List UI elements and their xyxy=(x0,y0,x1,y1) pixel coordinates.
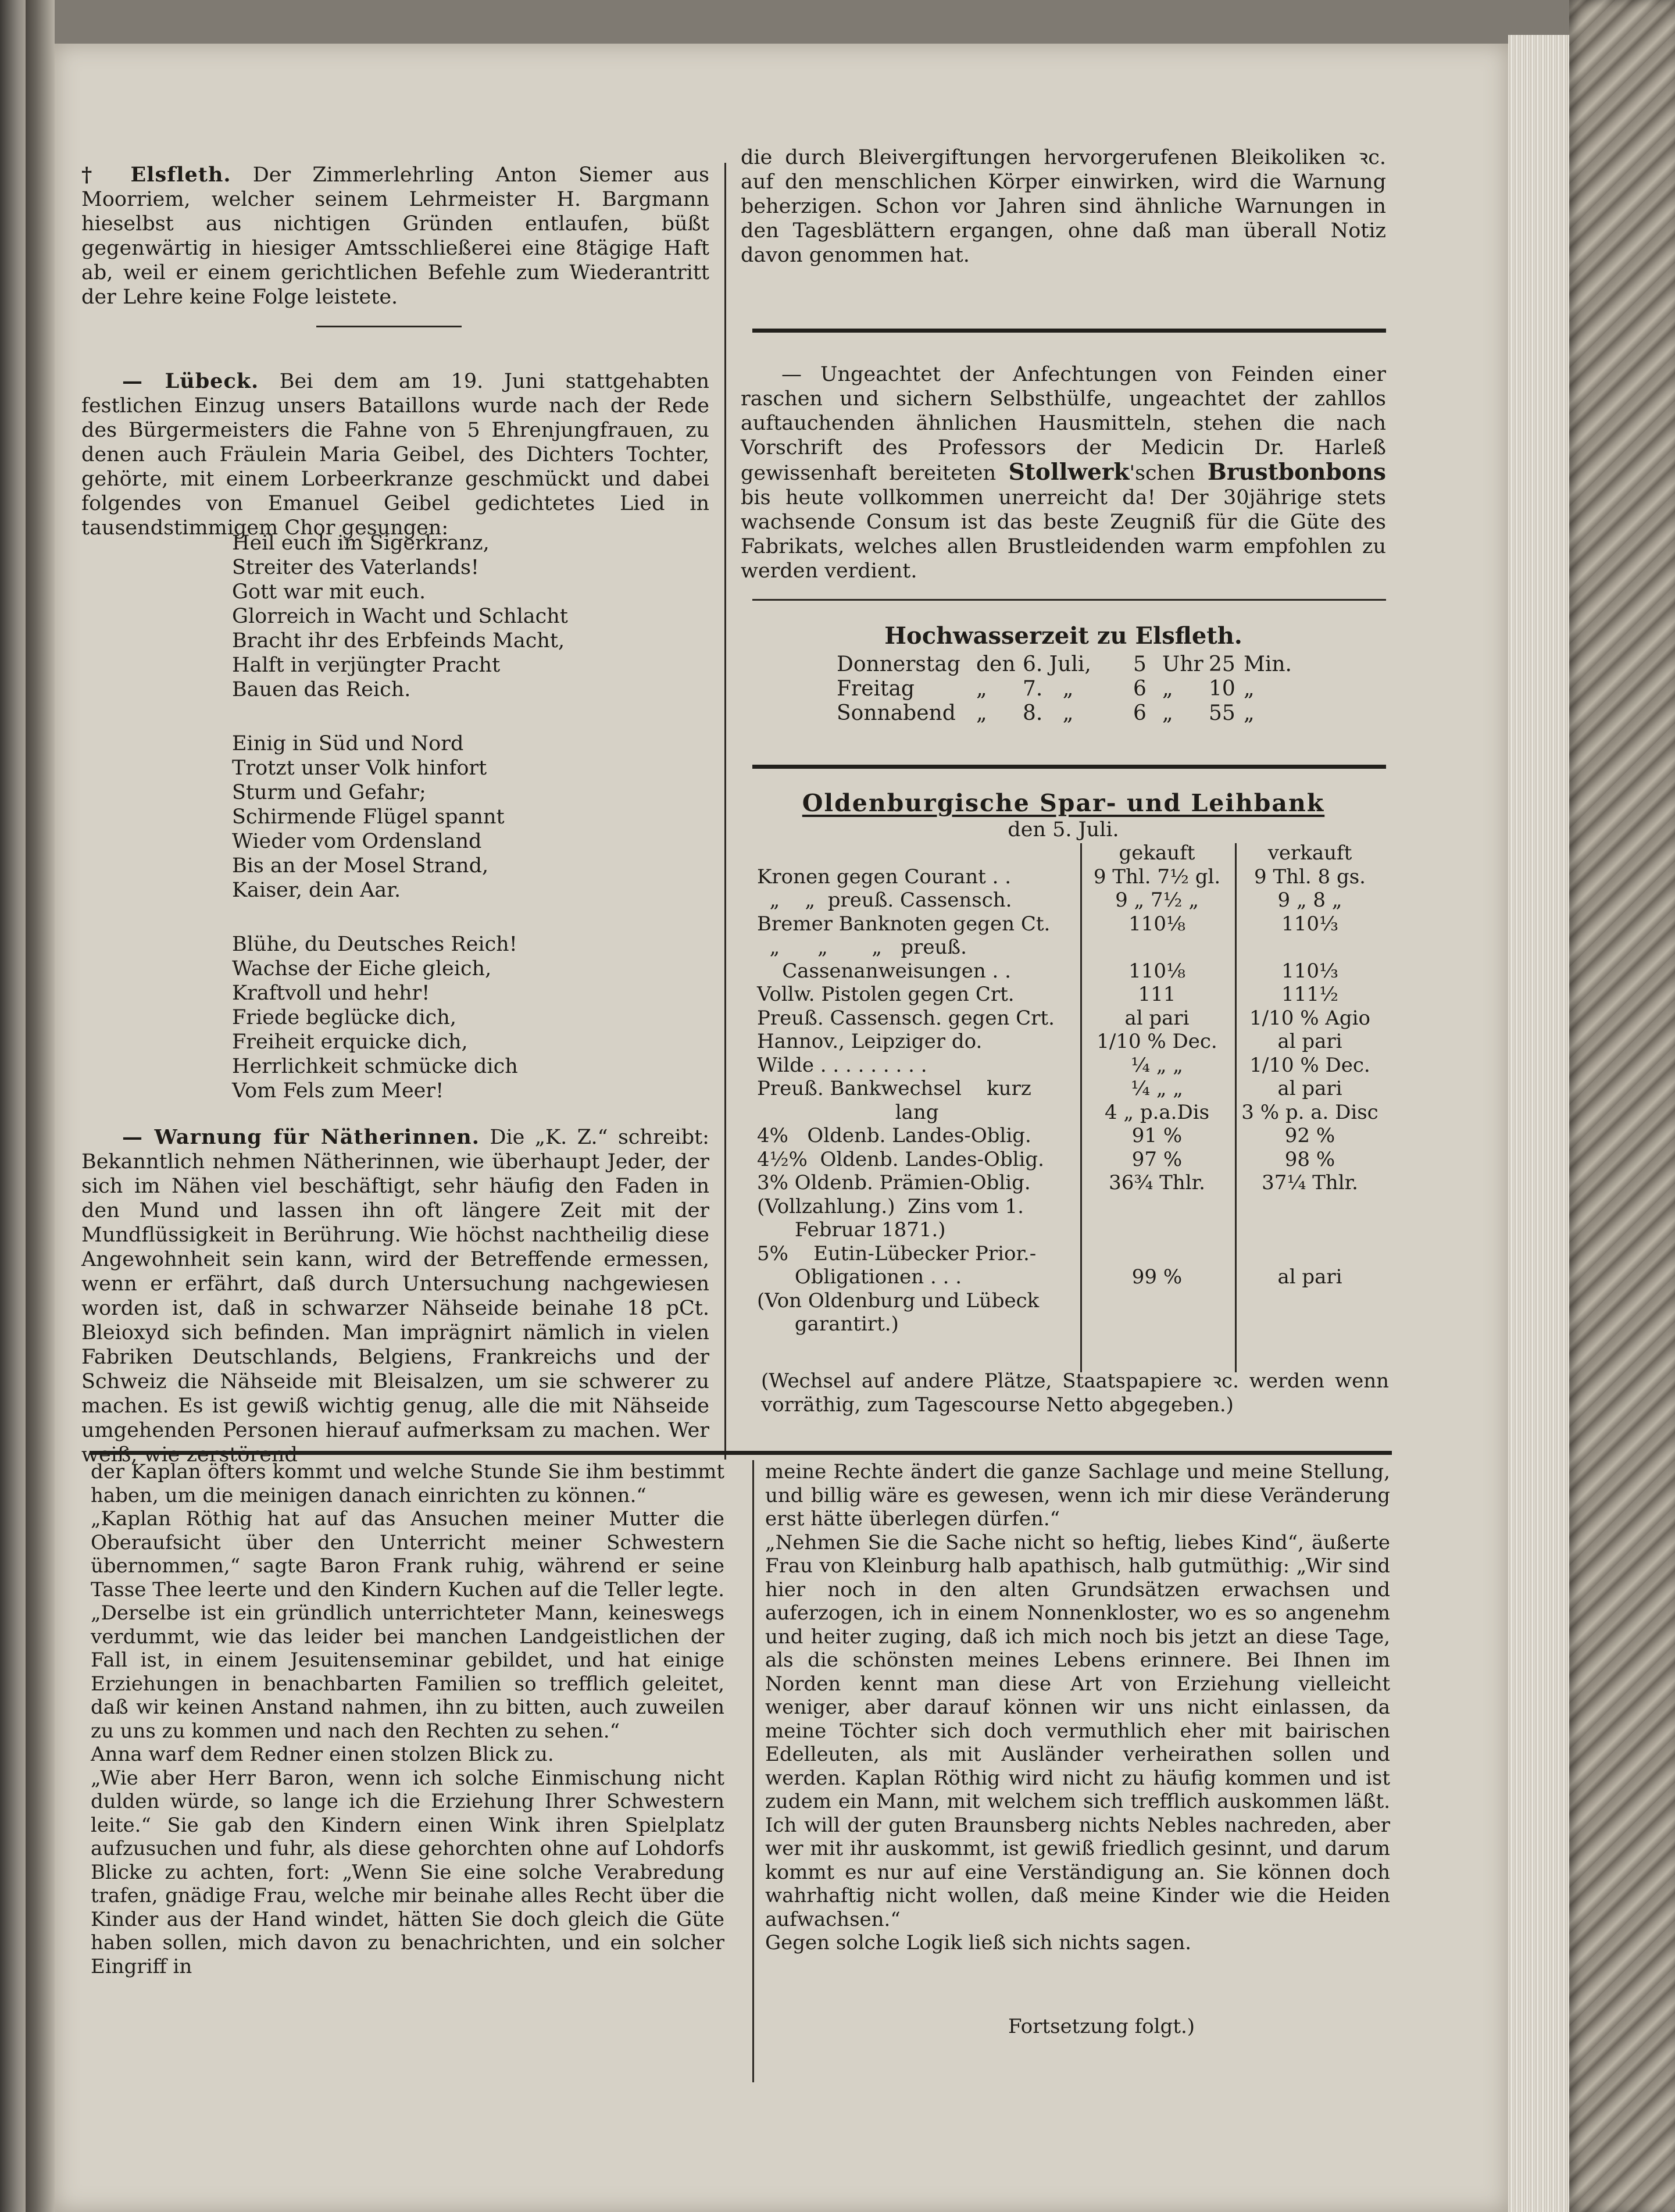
row-label: Preuß. Bankwechsel kurz xyxy=(757,1077,1031,1100)
brand-suffix: 'schen xyxy=(1129,462,1195,485)
brand-name: Stollwerk xyxy=(1008,459,1130,486)
advert-body: bis heute vollkommen unerreicht da! Der 30jährige stets wachsende Consum ist das beste Zeugniß für die Güte des Fabrikats, welches allen Brustleidenden warm empfohlen zu werden verdient. xyxy=(741,486,1386,583)
table-row xyxy=(757,1265,1385,1289)
article-dateline: — Lübeck. xyxy=(122,369,259,393)
date-cell: 6. Juli, xyxy=(1023,652,1091,676)
bought-cell: 91 % xyxy=(1131,1124,1183,1147)
uhr-cell: Uhr xyxy=(1162,652,1203,676)
sold-cell: 1/10 % Dec. xyxy=(1249,1053,1370,1077)
sold-cell: 110⅓ xyxy=(1281,912,1338,936)
table-row xyxy=(757,1030,1385,1054)
bought-cell: ¼ „ „ xyxy=(1131,1077,1183,1100)
bought-cell xyxy=(1080,1312,1234,1336)
bought-cell: 110⅛ xyxy=(1128,959,1185,983)
bought-cell: ¼ „ „ xyxy=(1131,1053,1183,1077)
sold-cell: 110⅓ xyxy=(1281,959,1338,983)
row-label: 3% Oldenb. Prämien-Oblig. xyxy=(757,1171,1031,1194)
bought-cell: 111 xyxy=(1138,983,1176,1006)
advert-body: — Ungeachtet der Anfechtungen von Feinden einer raschen und sichern Selbsthülfe, ungeachtet der zahllos auftauchenden ähnlichen Hausmitteln, stehen die nach Vorschrift des Professors der Medicin Dr. Harleß gewissenhaft bereiteten xyxy=(741,363,1386,485)
row-label: „ „ „ preuß. xyxy=(757,936,967,959)
table-row xyxy=(757,1054,1385,1078)
bought-cell xyxy=(1080,936,1234,959)
table-row xyxy=(757,865,1385,889)
bank-footnote xyxy=(761,1369,1389,1417)
sold-cell: 3 % p. a. Disc xyxy=(1241,1100,1378,1124)
article-body: Der Zimmerlehrling Anton Siemer aus Moorriem, welcher seinem Lehrmeister H. Bargmann hieselbst aus nichtigen Gründen entlaufen, büßt gegenwärtig in hiesiger Amtsschließerei eine 8tägige Haft ab, weil er einem gerichtlichen Befehle zum Wiederantritt der Lehre keine Folge leistete. xyxy=(81,163,709,309)
table-header-row xyxy=(757,841,1385,865)
bank-rates-table xyxy=(757,841,1385,1336)
sold-cell: al pari xyxy=(1277,1030,1342,1053)
table-row xyxy=(757,1171,1385,1195)
header-sold: verkauft xyxy=(1267,841,1352,865)
table-row xyxy=(757,912,1385,936)
table-row xyxy=(757,889,1385,912)
bought-cell xyxy=(1080,1195,1234,1219)
min-label-cell: „ xyxy=(1244,701,1255,725)
row-label: Bremer Banknoten gegen Ct. xyxy=(757,912,1051,936)
min-label-cell: „ xyxy=(1244,677,1255,701)
table-row xyxy=(757,1312,1385,1336)
article-dateline: — Warnung für Nätherinnen. xyxy=(122,1125,480,1149)
page-block-edge xyxy=(1508,35,1569,2212)
bought-cell: 36¾ Thlr. xyxy=(1109,1171,1205,1194)
day-cell: Freitag xyxy=(837,677,915,701)
sold-cell: 9 Thl. 8 gs. xyxy=(1254,865,1366,889)
article-luebeck xyxy=(81,369,709,540)
row-label: Cassenanweisungen . . xyxy=(757,959,1011,983)
column-divider xyxy=(752,1460,754,2082)
hour-cell: 6 xyxy=(1133,677,1147,701)
sold-cell: 1/10 % Agio xyxy=(1249,1006,1370,1030)
hour-cell: 6 xyxy=(1133,701,1147,725)
bought-cell: 4 „ p.a.Dis xyxy=(1104,1100,1210,1124)
article-body: die durch Bleivergiftungen hervorgerufenen Bleikoliken ꝛc. auf den menschlichen Körper einwirken, wird die Warnung beherzigen. Schon vor Jahren sind ähnliche Warnungen in den Tagesblättern ergangen, ohne daß man überall Notiz davon genommen hat. xyxy=(741,146,1386,267)
row-label: Hannov., Leipziger do. xyxy=(757,1030,983,1053)
sold-cell: 37¼ Thlr. xyxy=(1262,1171,1358,1194)
row-label: Obligationen . . . xyxy=(757,1265,962,1289)
bought-cell: 97 % xyxy=(1131,1147,1183,1171)
bought-cell: 110⅛ xyxy=(1128,912,1185,936)
row-label: Vollw. Pistolen gegen Crt. xyxy=(757,983,1015,1006)
table-row xyxy=(837,701,1292,726)
sold-cell: 111½ xyxy=(1281,983,1338,1006)
article-body: Bei dem am 19. Juni stattgehabten festlichen Einzug unsers Bataillons wurde nach der Rede des Bürgermeisters die Fahne von 5 Ehrenjungfrauen, zu denen auch Fräulein Maria Geibel, des Dichters Tochter, gehörte, mit einem Lorbeerkranze geschmückt und dabei folgendes von Emanuel Geibel gedichtetes Lied in tausendstimmigem Chor gesungen: xyxy=(81,370,709,540)
table-row xyxy=(757,1289,1385,1313)
table-row xyxy=(757,1148,1385,1172)
sold-cell xyxy=(1234,1312,1385,1336)
row-label: (Von Oldenburg und Lübeck xyxy=(757,1289,1040,1312)
feuilleton-right-column: meine Rechte ändert die ganze Sachlage und meine Stellung, und billig wäre es gewesen, wenn ich mir diese Veränderung erst hätte überlegen dürfen.“ „Nehmen Sie die Sache nicht so heftig, liebes Kind“, äußerte Frau von Kleinburg halb apathisch, halb gutmüthig: „Wir sind hier noch in den alten Grundsätzen erwachsen und auferzogen, ich in einem Nonnenkloster, wo es so angenehm und heiter zuging, daß ich mich noch bis jetzt an diese Tage, als die schönsten meines Lebens erinnere. Bei Ihnen im Norden kennt man diese Art von Erziehung vielleicht weniger, aber darauf können wir uns nicht einlassen, da meine Töchter sich doch vermuthlich eher mit bairischen Edelleuten, als mit Ausländer verheirathen sollen und werden. Kaplan Röthig wird nicht zu häufig kommen und ist zudem ein Mann, mit welchem sich trefflich auskommen läßt. Ich will der guten Braunsberg nichts Nebles nachreden, aber wer mit ihr auskommt, ist gewiß friedlich gesinnt, und darum kommt es nur auf eine Verständigung an. Sie können doch wahrhaftig nicht wollen, daß meine Kinder wie die Heiden aufwachsen.“ Gegen solche Logik ließ sich nichts sagen. xyxy=(765,1460,1390,1954)
day-cell: Donnerstag xyxy=(837,652,960,676)
minute-cell: 10 xyxy=(1209,677,1235,701)
bought-cell: 1/10 % Dec. xyxy=(1097,1030,1217,1053)
row-label: lang xyxy=(757,1100,939,1124)
uhr-cell: „ xyxy=(1162,701,1173,725)
sold-cell: 98 % xyxy=(1284,1147,1335,1171)
article-dateline: † Elsfleth. xyxy=(81,163,231,187)
separator-rule xyxy=(316,326,462,327)
row-label: Wilde . . . . . . . . . xyxy=(757,1053,927,1077)
hour-cell: 5 xyxy=(1133,652,1147,676)
row-label: Preuß. Cassensch. gegen Crt. xyxy=(757,1006,1055,1030)
row-label: 4% Oldenb. Landes-Oblig. xyxy=(757,1124,1031,1147)
footnote-text: (Wechsel auf andere Plätze, Staatspapiere ꝛc. werden wenn vorräthig, zum Tagescourse Netto abgegeben.) xyxy=(761,1369,1389,1417)
table-row xyxy=(757,936,1385,959)
sold-cell xyxy=(1234,1218,1385,1242)
table-row xyxy=(757,959,1385,983)
sold-cell xyxy=(1234,936,1385,959)
column-divider xyxy=(724,163,726,1460)
book-gutter xyxy=(26,0,55,2212)
bought-cell xyxy=(1080,1218,1234,1242)
date-cell: 7. xyxy=(1023,677,1043,701)
marbled-book-cover xyxy=(1569,0,1675,2212)
article-body: Die „K. Z.“ schreibt: Bekanntlich nehmen Nätherinnen, wie überhaupt Jeder, der sich im Nähen viel beschäftigt, sehr häufig den Faden in den Mund und lassen ihn oft längere Zeit mit der Mundflüssigkeit in Berührung. Wie höchst nachtheilig diese Angewohnheit sein kann, wird der Betreffende ermessen, wenn er erfährt, daß durch Untersuchung nachgewiesen worden ist, daß in schwarzer Nähseide beinahe 18 pCt. Bleioxyd sich befinden. Man imprägnirt nämlich in vielen Fabriken Deutschlands, Belgiens, Frankreichs und der Schweiz die Nähseide mit Bleisalzen, um sie schwerer zu machen. Es ist gewiß wichtig genug, alle die mit Nähseide umgehenden Personen hierauf aufmerksam zu machen. Wer weiß, wie zerstörend xyxy=(81,1126,709,1467)
den-cell: „ xyxy=(976,701,987,725)
bought-cell: al pari xyxy=(1124,1006,1190,1030)
poem-stanza-3: Blühe, du Deutsches Reich! Wachse der Eiche gleich, Kraftvoll und hehr! Friede beglücke dich, Freiheit erquicke dich, Herrlichkeit schmücke dich Vom Fels zum Meer! xyxy=(232,933,518,1103)
header-bought: gekauft xyxy=(1119,841,1195,865)
row-label: Februar 1871.) xyxy=(757,1218,946,1241)
newspaper-page xyxy=(55,44,1508,2212)
bank-title: Oldenburgische Spar- und Leihbank xyxy=(802,789,1325,817)
bank-date: den 5. Juli. xyxy=(1008,818,1119,841)
row-label: (Vollzahlung.) Zins vom 1. xyxy=(757,1194,1024,1218)
previous-page-edge xyxy=(0,0,26,2212)
table-row xyxy=(757,1077,1385,1101)
table-row xyxy=(757,1242,1385,1266)
bought-cell: 9 „ 7½ „ xyxy=(1115,889,1199,912)
minute-cell: 55 xyxy=(1209,701,1235,725)
separator-rule xyxy=(752,599,1386,601)
hochwasser-table xyxy=(837,652,1292,726)
bought-cell: 9 Thl. 7½ gl. xyxy=(1093,865,1221,889)
feuilleton-left-column: der Kaplan öfters kommt und welche Stunde Sie ihm bestimmt haben, um die meinigen danach einrichten zu können.“ „Kaplan Röthig hat auf das Ansuchen meiner Mutter die Oberaufsicht über den Unterricht meiner Schwestern übernommen,“ sagte Baron Frank ruhig, während er seine Tasse Thee leerte und den Kindern Kuchen auf die Teller legte. „Derselbe ist ein gründlich unterrichteter Mann, keineswegs verdummt, wie das leider bei manchen Landgeistlichen der Fall ist, in einem Jesuitenseminar gebildet, und hat einige Erziehungen in benachbarten Familien so trefflich geleitet, daß wir keinen Anstand nahmen, ihn zu bitten, auch zuweilen zu uns zu kommen und nach den Rechten zu sehen.“ Anna warf dem Redner einen stolzen Blick zu. „Wie aber Herr Baron, wenn ich solche Einmischung nicht dulden würde, so lange ich die Erziehung Ihrer Schwestern leite.“ Sie gab den Kindern einen Wink ihren Spielplatz aufzusuchen und fuhr, als diese gehorchten ohne auf Lohdorfs Blicke zu achten, fort: „Wenn Sie eine solche Verabredung trafen, gnädige Frau, welche mir beinahe alles Recht über die Kinder aus der Hand windet, hätten Sie doch gleich die Güte haben sollen, mich davon zu benachrichten, und ein solcher Eingriff in xyxy=(91,1460,724,1978)
ditto-mark: „ xyxy=(1062,701,1074,725)
bought-cell: 99 % xyxy=(1131,1265,1183,1289)
row-label: „ „ preuß. Cassensch. xyxy=(757,889,1012,912)
feuilleton-separator xyxy=(90,1451,1392,1455)
sold-cell: al pari xyxy=(1277,1265,1342,1289)
table-row xyxy=(837,652,1292,677)
ditto-mark: „ xyxy=(1062,677,1074,701)
separator-rule xyxy=(752,329,1386,333)
row-label: Kronen gegen Courant . . xyxy=(757,865,1012,889)
table-row xyxy=(757,983,1385,1007)
sold-cell xyxy=(1234,1289,1385,1313)
table-row xyxy=(837,677,1292,701)
table-row xyxy=(757,1124,1385,1148)
advert-stollwerk xyxy=(741,362,1386,583)
sold-cell xyxy=(1234,1195,1385,1219)
den-cell: „ xyxy=(976,677,987,701)
row-label: 4½% Oldenb. Landes-Oblig. xyxy=(757,1147,1044,1171)
hochwasser-title: Hochwasserzeit zu Elsfleth. xyxy=(884,622,1242,650)
den-cell: den xyxy=(976,652,1016,676)
table-row xyxy=(757,1218,1385,1242)
bought-cell xyxy=(1080,1242,1234,1266)
separator-rule xyxy=(752,765,1386,769)
poem-stanza-1: Heil euch im Sigerkranz, Streiter des Vaterlands! Gott war mit euch. Glorreich in Wacht und Schlacht Bracht ihr des Erbfeinds Macht, Halft in verjüngter Pracht Bauen das Reich. xyxy=(232,531,568,701)
day-cell: Sonnabend xyxy=(837,701,956,725)
poem-stanza-2: Einig in Süd und Nord Trotzt unser Volk hinfort Sturm und Gefahr; Schirmende Flügel spannt Wieder vom Ordensland Bis an der Mosel Strand, Kaiser, dein Aar. xyxy=(232,732,505,902)
min-label-cell: Min. xyxy=(1244,652,1292,676)
article-elsfleth xyxy=(81,163,709,309)
header-cell xyxy=(757,841,1080,865)
uhr-cell: „ xyxy=(1162,677,1173,701)
article-warnung-continued xyxy=(741,145,1386,267)
table-row xyxy=(757,1101,1385,1125)
sold-cell xyxy=(1234,1242,1385,1266)
article-warnung xyxy=(81,1125,709,1467)
sold-cell: 92 % xyxy=(1284,1124,1335,1147)
row-label: garantirt.) xyxy=(757,1312,899,1336)
date-cell: 8. xyxy=(1023,701,1043,725)
product-name: Brustbonbons xyxy=(1207,459,1386,486)
sold-cell: al pari xyxy=(1277,1077,1342,1100)
minute-cell: 25 xyxy=(1209,652,1235,676)
continued-note: Fortsetzung folgt.) xyxy=(1008,2015,1195,2038)
sold-cell: 9 „ 8 „ xyxy=(1277,889,1342,912)
row-label: 5% Eutin-Lübecker Prior.- xyxy=(757,1241,1037,1265)
table-row xyxy=(757,1007,1385,1030)
bought-cell xyxy=(1080,1289,1234,1313)
table-row xyxy=(757,1195,1385,1219)
